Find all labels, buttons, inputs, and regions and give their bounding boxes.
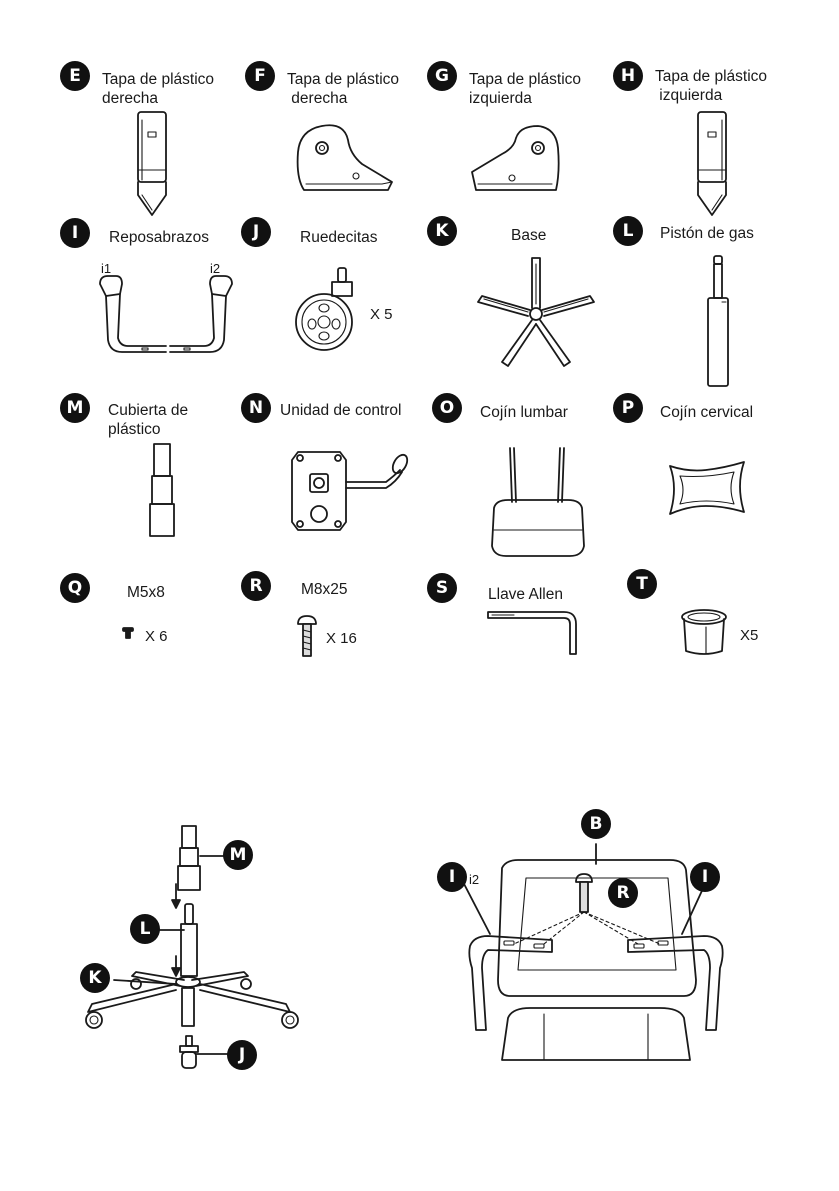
label-l: Pistón de gas xyxy=(660,225,754,242)
badge-k: K xyxy=(427,216,457,246)
label-k: Base xyxy=(511,227,547,244)
left-plastic-cap-g-illustration xyxy=(468,122,568,198)
badge-h: H xyxy=(613,61,643,91)
bolt-m8x25-illustration xyxy=(294,614,320,660)
badge-r: R xyxy=(241,571,271,601)
label-g: Tapa de plástico izquierda xyxy=(469,71,582,107)
callout-r: R xyxy=(608,878,638,908)
label-i1: i1 xyxy=(101,261,112,276)
right-plastic-cap-f-illustration xyxy=(292,118,402,198)
lumbar-cushion-illustration xyxy=(488,444,588,560)
callout-j: J xyxy=(227,1040,257,1070)
label-j: Ruedecitas xyxy=(300,229,378,246)
label-s: Llave Allen xyxy=(488,586,563,603)
callout-l: L xyxy=(130,914,160,944)
callout-b: B xyxy=(581,809,611,839)
caster-wheel-illustration xyxy=(292,264,366,356)
glide-cap-illustration xyxy=(676,607,732,659)
cervical-cushion-illustration xyxy=(666,458,748,518)
gas-piston-illustration xyxy=(700,252,740,390)
label-r: M8x25 xyxy=(301,581,348,598)
screw-m5x8-illustration xyxy=(121,626,135,640)
callout-i-left: I xyxy=(437,862,467,892)
callout-i2-label: i2 xyxy=(469,872,480,887)
badge-s: S xyxy=(427,573,457,603)
plastic-cover-illustration xyxy=(144,440,180,540)
badge-j: J xyxy=(241,217,271,247)
left-plastic-cap-h-illustration xyxy=(690,110,740,220)
label-o: Cojín lumbar xyxy=(480,404,568,421)
badge-q: Q xyxy=(60,573,90,603)
quantity-t: X5 xyxy=(740,627,759,644)
callout-m: M xyxy=(223,840,253,870)
badge-m: M xyxy=(60,393,90,423)
label-q: M5x8 xyxy=(127,584,165,601)
badge-l: L xyxy=(613,216,643,246)
label-i2: i2 xyxy=(210,261,221,276)
quantity-j: X 5 xyxy=(370,306,393,323)
armrest-assembly-diagram xyxy=(448,820,748,1070)
callout-k: K xyxy=(80,963,110,993)
badge-i: I xyxy=(60,218,90,248)
badge-p: P xyxy=(613,393,643,423)
quantity-q: X 6 xyxy=(145,628,168,645)
label-p: Cojín cervical xyxy=(660,404,754,421)
callout-i-right: I xyxy=(690,862,720,892)
badge-t: T xyxy=(627,569,657,599)
allen-key-illustration xyxy=(484,612,580,658)
armrests-illustration xyxy=(92,272,240,366)
base-assembly-diagram xyxy=(72,820,312,1080)
right-plastic-cap-e-illustration xyxy=(130,110,180,220)
label-n: Unidad de control xyxy=(280,402,402,419)
label-f: Tapa de plástico derecha xyxy=(287,71,400,107)
badge-o: O xyxy=(432,393,462,423)
badge-g: G xyxy=(427,61,457,91)
label-e: Tapa de plástico derecha xyxy=(102,71,215,107)
badge-e: E xyxy=(60,61,90,91)
label-m: Cubierta de plástico xyxy=(108,402,189,438)
label-i: Reposabrazos xyxy=(109,229,209,246)
label-h: Tapa de plástico izquierda xyxy=(655,68,768,104)
star-base-illustration xyxy=(474,254,598,370)
badge-f: F xyxy=(245,61,275,91)
control-unit-illustration xyxy=(290,446,414,536)
badge-n: N xyxy=(241,393,271,423)
quantity-r: X 16 xyxy=(326,630,357,647)
